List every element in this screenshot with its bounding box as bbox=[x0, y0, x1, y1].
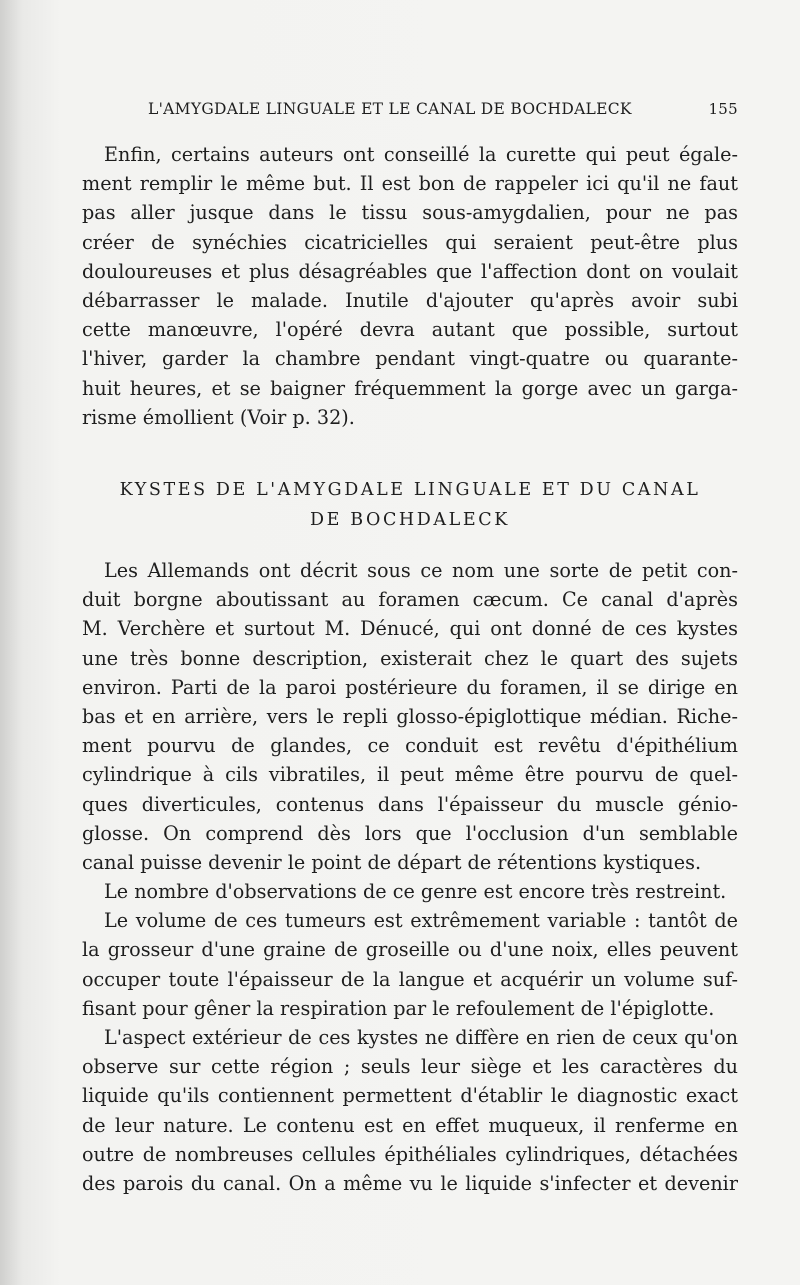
text-line: M. Verchère et surtout M. Dénucé, qui ont donné de ces kystes bbox=[82, 617, 738, 641]
section-body bbox=[82, 556, 738, 1198]
text-line: pas aller jusque dans le tissu sous-amygdalien, pour ne pas bbox=[82, 201, 738, 225]
text-line: la grosseur d'une graine de groseille ou d'une noix, elles peuvent bbox=[82, 938, 738, 962]
text-line: créer de synéchies cicatricielles qui seraient peut-être plus bbox=[82, 230, 738, 254]
text-line: fisant pour gêner la respiration par le refoulement de l'épiglotte. bbox=[82, 996, 715, 1020]
text-line: glosse. On comprend dès lors que l'occlusion d'un semblable bbox=[82, 821, 738, 845]
text-line: environ. Parti de la paroi postérieure du foramen, il se dirige en bbox=[82, 675, 738, 699]
text-line: huit heures, et se baigner fréquemment la gorge avec un garga- bbox=[82, 376, 738, 400]
text-line: Les Allemands ont décrit sous ce nom une sorte de petit con- bbox=[104, 559, 738, 582]
text-line: Le nombre d'observations de ce genre est encore très restreint. bbox=[104, 880, 727, 904]
text-line: bas et en arrière, vers le repli glosso-épiglottique médian. Riche- bbox=[82, 704, 738, 728]
text-line: de leur nature. Le contenu est en effet muqueux, il renferme en bbox=[82, 1113, 738, 1137]
text-line: Le volume de ces tumeurs est extrêmement variable : tantôt de bbox=[104, 909, 738, 933]
text-line: cette manœuvre, l'opéré devra autant que possible, surtout bbox=[82, 318, 738, 342]
text-line: ques diverticules, contenus dans l'épaisseur du muscle génio- bbox=[82, 792, 738, 816]
text-line: duit borgne aboutissant au foramen cæcum. Ce canal d'après bbox=[82, 588, 738, 612]
text-line: ment pourvu de glandes, ce conduit est revêtu d'épithélium bbox=[82, 734, 738, 758]
running-head bbox=[148, 100, 738, 118]
text-line: débarrasser le malade. Inutile d'ajouter qu'après avoir subi bbox=[82, 288, 738, 312]
text-line: cylindrique à cils vibratiles, il peut même être pourvu de quel- bbox=[82, 763, 738, 787]
text-line: une très bonne description, existerait chez le quart des sujets bbox=[82, 646, 738, 670]
text-line: outre de nombreuses cellules épithéliales cylindriques, détachées bbox=[82, 1142, 738, 1166]
text-line: l'hiver, garder la chambre pendant vingt-quatre ou quarante- bbox=[82, 347, 738, 371]
page-number: 155 bbox=[708, 100, 738, 118]
text-line: douloureuses et plus désagréables que l'affection dont on voulait bbox=[82, 259, 738, 283]
text-line: occuper toute l'épaisseur de la langue et acquérir un volume suf- bbox=[82, 967, 738, 991]
text-line: ment remplir le même but. Il est bon de rappeler ici qu'il ne faut bbox=[82, 172, 738, 196]
text-line: canal puisse devenir le point de départ de rétentions kystiques. bbox=[82, 850, 702, 874]
text-line: L'aspect extérieur de ces kystes ne diffère en rien de ceux qu'on bbox=[104, 1026, 738, 1049]
section-heading-line-1: KYSTES DE L'AMYGDALE LINGUALE ET DU CANAL bbox=[119, 480, 701, 500]
paragraph-curette bbox=[82, 140, 738, 432]
section-heading-line-2: DE BOCHDALECK bbox=[310, 510, 510, 530]
text-line: liquide qu'ils contiennent permettent d'établir le diagnostic exact bbox=[82, 1084, 738, 1108]
text-line: Enfin, certains auteurs ont conseillé la curette qui peut égale- bbox=[104, 143, 738, 166]
text-line: observe sur cette région ; seuls leur siège et les caractères du bbox=[82, 1055, 738, 1079]
running-title: L'AMYGDALE LINGUALE ET LE CANAL DE BOCHDALECK bbox=[148, 100, 632, 118]
text-line: risme émollient (Voir p. 32). bbox=[82, 405, 355, 429]
text-line: des parois du canal. On a même vu le liquide s'infecter et devenir bbox=[82, 1171, 738, 1195]
